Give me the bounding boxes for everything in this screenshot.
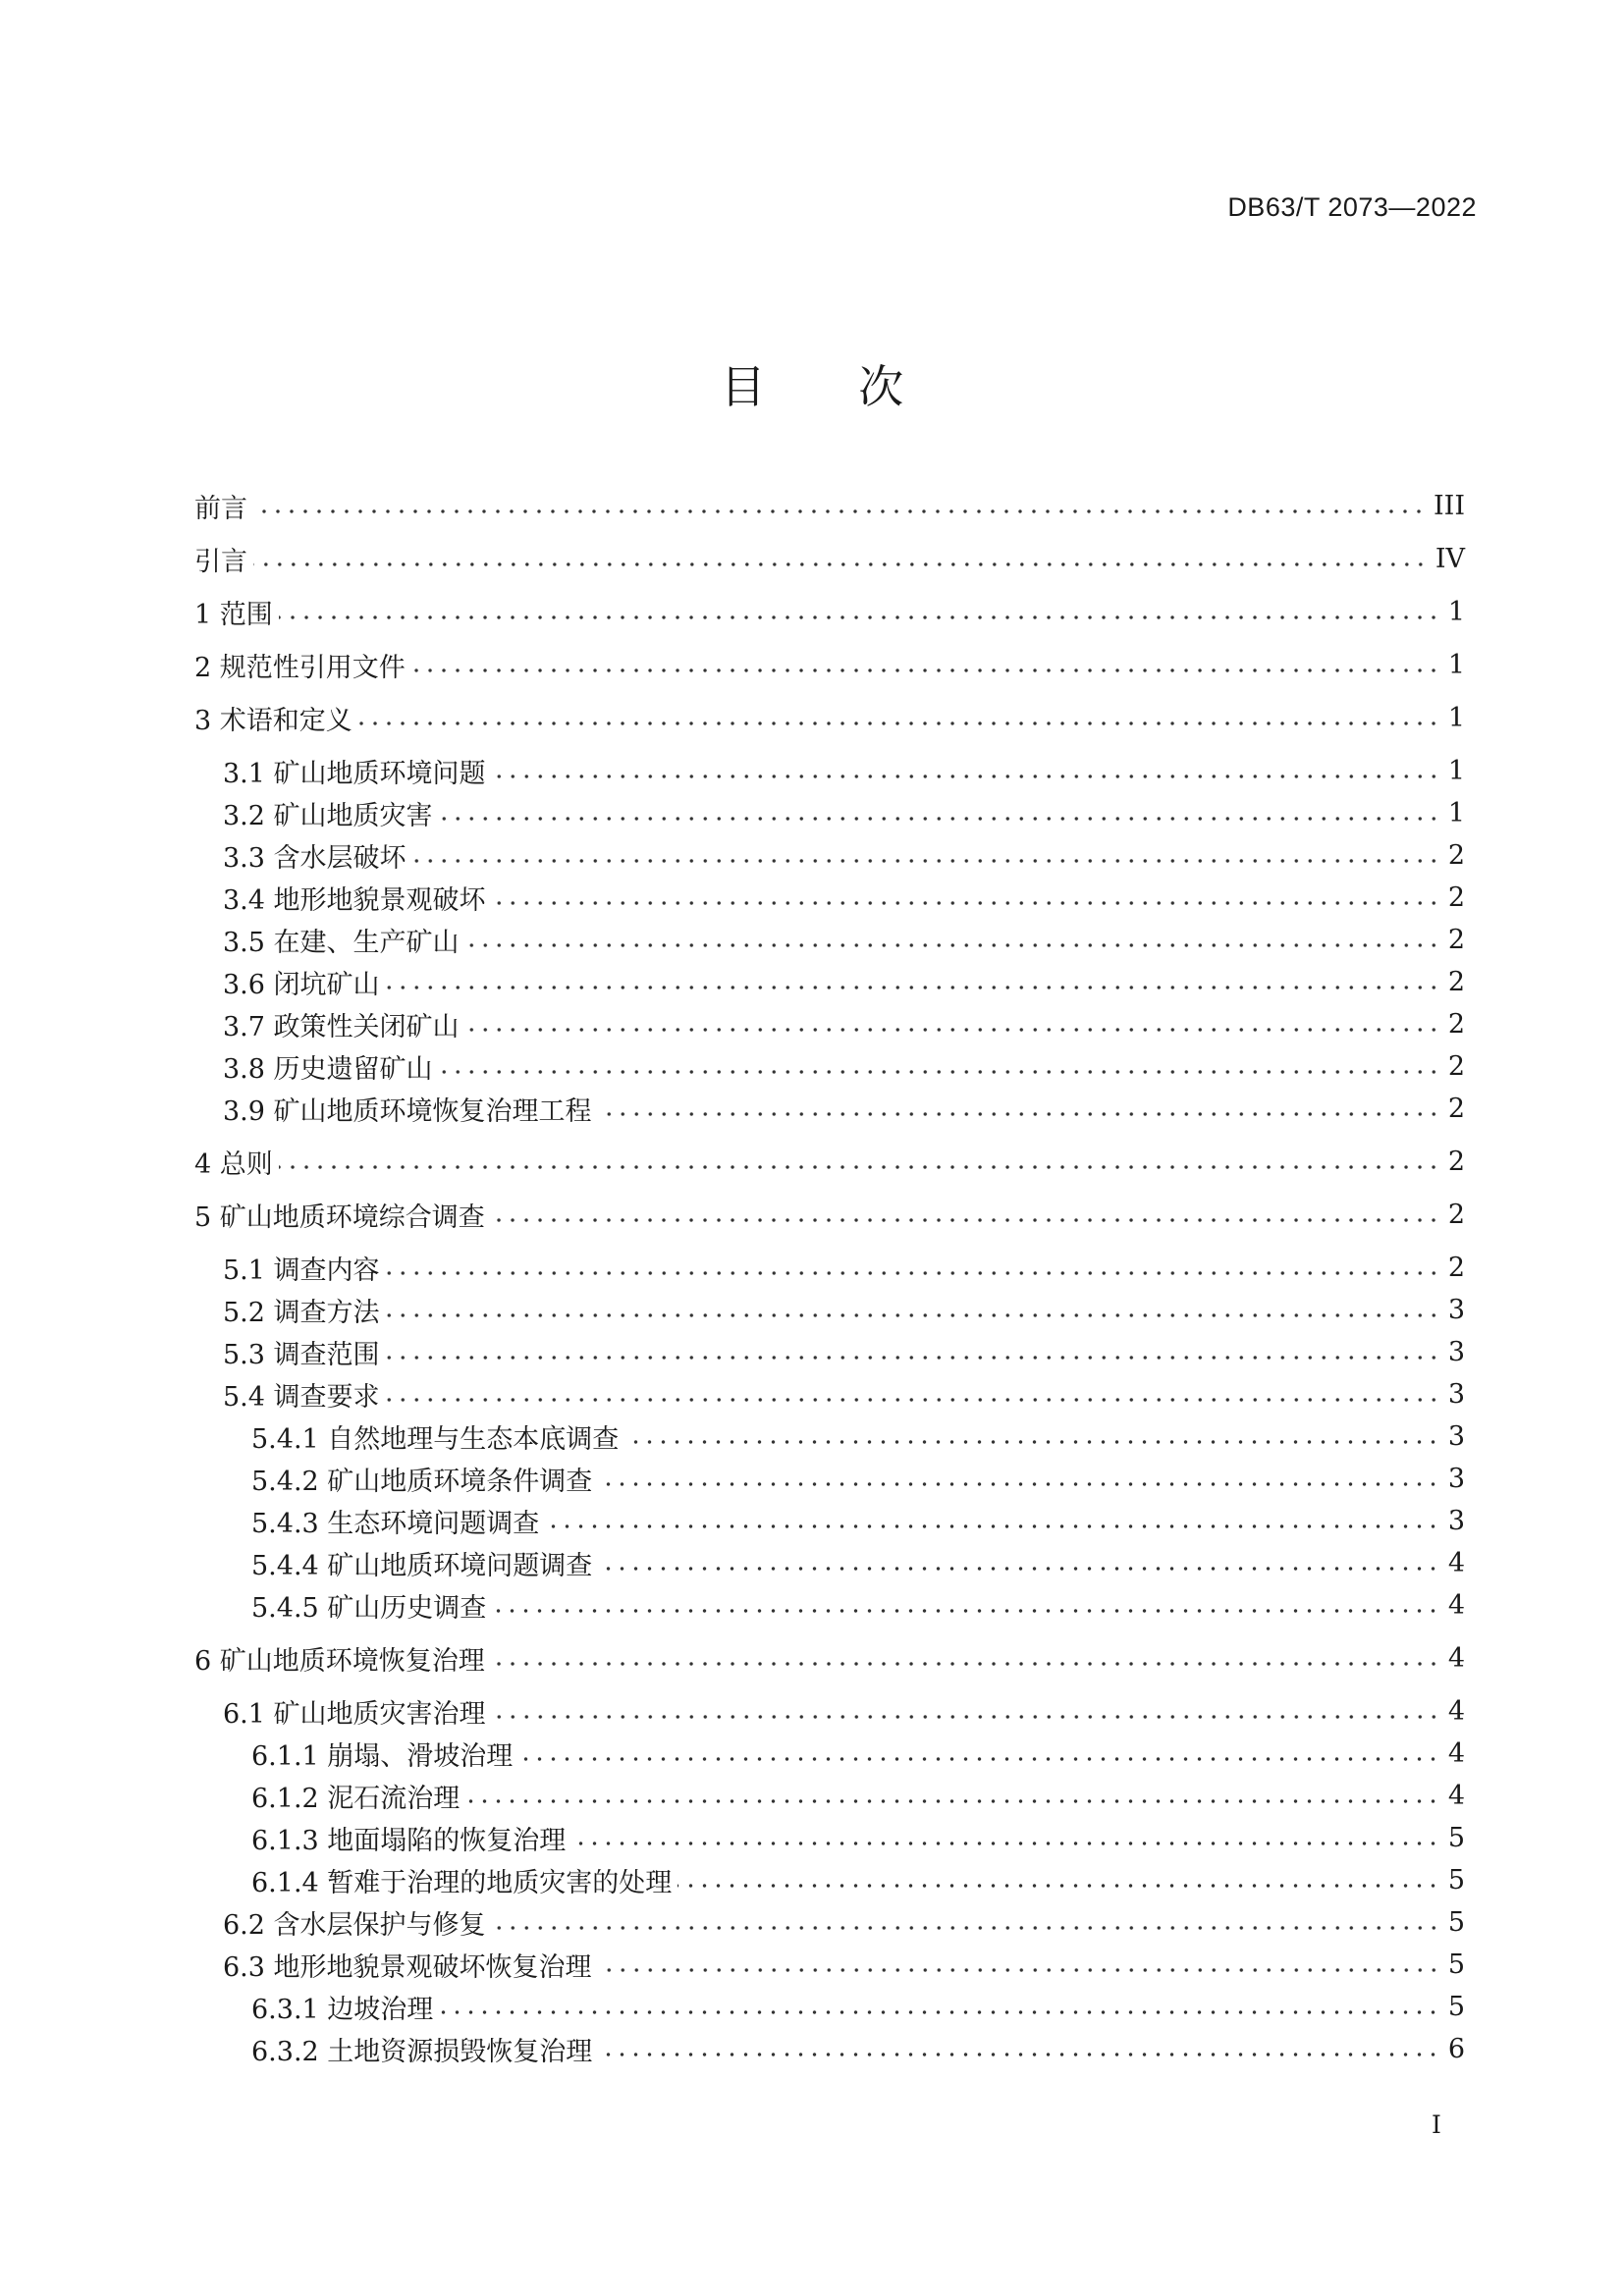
toc-entry-page: 4 [1447, 1737, 1465, 1769]
toc-entry-label: 6.2 含水层保护与修复 [223, 1909, 486, 1941]
toc-entry[interactable] [223, 920, 1465, 959]
toc-leader-dots [598, 1112, 1440, 1116]
toc-entry[interactable] [223, 835, 1465, 875]
toc-entry-label: 3.2 矿山地质灾害 [223, 800, 433, 831]
toc-leader-dots [279, 615, 1440, 619]
toc-leader-dots [386, 1356, 1440, 1360]
toc-leader-dots [411, 668, 1440, 672]
toc-entry-page: 2 [1447, 1252, 1465, 1283]
toc-leader-dots [465, 943, 1440, 947]
toc-entry-page: 5 [1447, 1991, 1465, 2022]
toc-entry-label: 前言 [194, 493, 247, 524]
toc-entry-page: 1 [1447, 755, 1465, 786]
toc-entry-page: 3 [1447, 1378, 1465, 1410]
toc-entry-label: 5 矿山地质环境综合调查 [194, 1201, 485, 1233]
toc-entry-label: 3.5 在建、生产矿山 [223, 927, 460, 958]
toc-leader-dots [598, 2053, 1440, 2056]
toc-entry-label: 5.4.1 自然地理与生态本底调查 [251, 1423, 620, 1455]
toc-entry[interactable] [251, 1459, 1465, 1498]
toc-entry-label: 5.2 调查方法 [223, 1297, 380, 1328]
toc-leader-dots [492, 901, 1440, 905]
toc-leader-dots [386, 1271, 1440, 1275]
toc-entry[interactable] [194, 486, 1465, 525]
toc-entry-page: 2 [1447, 966, 1465, 997]
toc-entry[interactable] [251, 1416, 1465, 1456]
toc-entry-label: 4 总则 [194, 1148, 273, 1180]
toc-entry[interactable] [251, 1776, 1465, 1815]
toc-entry-label: 3.1 矿山地质环境问题 [223, 758, 486, 789]
page-number: I [1432, 2110, 1441, 2139]
document-id: DB63/T 2073—2022 [1227, 192, 1477, 222]
toc-leader-dots [279, 1165, 1440, 1169]
toc-entry-label: 6.3 地形地貌景观破坏恢复治理 [223, 1951, 592, 1983]
toc-entry[interactable] [251, 1734, 1465, 1773]
toc-entry-page: 5 [1447, 1822, 1465, 1853]
toc-entry[interactable] [251, 1543, 1465, 1582]
toc-leader-dots [491, 1662, 1440, 1666]
toc-entry[interactable] [251, 1987, 1465, 2026]
toc-entry-label: 5.3 调查范围 [223, 1339, 380, 1370]
toc-entry-label: 3.9 矿山地质环境恢复治理工程 [223, 1095, 592, 1127]
toc-entry-label: 引言 [194, 546, 247, 577]
toc-entry-label: 5.4.5 矿山历史调查 [251, 1592, 487, 1624]
toc-leader-dots [492, 774, 1440, 778]
toc-entry-label: 3.3 含水层破坏 [223, 842, 406, 874]
toc-entry-label: 6.1.1 崩塌、滑坡治理 [251, 1740, 514, 1772]
toc-entry-label: 5.4.3 生态环境问题调查 [251, 1508, 540, 1539]
toc-entry-label: 3.7 政策性关闭矿山 [223, 1011, 460, 1042]
toc-entry[interactable] [194, 592, 1465, 631]
toc-entry-label: 6 矿山地质环境恢复治理 [194, 1645, 485, 1677]
toc-entry[interactable] [194, 539, 1465, 578]
toc-entry[interactable] [223, 1004, 1465, 1043]
toc-entry[interactable] [194, 1142, 1465, 1181]
toc-entry-page: 4 [1447, 1642, 1465, 1674]
toc-leader-dots [624, 1440, 1440, 1444]
toc-entry-label: 3 术语和定义 [194, 705, 352, 736]
toc-entry-page: 4 [1447, 1695, 1465, 1727]
toc-leader-dots [492, 1926, 1440, 1930]
toc-entry[interactable] [251, 1818, 1465, 1857]
toc-leader-dots [412, 859, 1440, 863]
toc-entry-page: 1 [1447, 702, 1465, 733]
toc-entry[interactable] [251, 1585, 1465, 1625]
toc-entry[interactable] [194, 698, 1465, 737]
page-title: 目 次 [720, 360, 944, 413]
toc-entry-page: 4 [1447, 1780, 1465, 1811]
toc-leader-dots [439, 817, 1440, 821]
toc-entry-page: 5 [1447, 1906, 1465, 1938]
toc-entry-page: 3 [1447, 1463, 1465, 1494]
toc-entry[interactable] [223, 1290, 1465, 1329]
toc-entry-page: 1 [1447, 596, 1465, 627]
toc-leader-dots [386, 986, 1440, 989]
toc-entry-page: 2 [1447, 881, 1465, 913]
toc-entry-page: 2 [1447, 1050, 1465, 1082]
toc-entry[interactable] [223, 1089, 1465, 1128]
toc-entry-label: 3.8 历史遗留矿山 [223, 1053, 433, 1085]
toc-entry-page: 5 [1447, 1864, 1465, 1896]
toc-entry-label: 2 规范性引用文件 [194, 652, 406, 683]
toc-leader-dots [465, 1028, 1440, 1032]
toc-entry-label: 6.3.2 土地资源损毁恢复治理 [251, 2036, 593, 2067]
toc-leader-dots [545, 1524, 1440, 1528]
toc-leader-dots [492, 1609, 1440, 1613]
toc-entry-label: 6.1.2 泥石流治理 [251, 1783, 460, 1814]
toc-entry-label: 6.1 矿山地质灾害治理 [223, 1698, 486, 1730]
toc-entry[interactable] [223, 1374, 1465, 1414]
toc-entry-page: 3 [1447, 1505, 1465, 1536]
toc-entry-page: 3 [1447, 1336, 1465, 1367]
toc-leader-dots [439, 2010, 1440, 2014]
toc-entry-page: 3 [1447, 1294, 1465, 1325]
toc-entry-page: 1 [1447, 649, 1465, 680]
toc-entry-page: 3 [1447, 1420, 1465, 1452]
toc-leader-dots [571, 1842, 1440, 1845]
toc-entry[interactable] [223, 793, 1465, 832]
toc-entry[interactable] [223, 962, 1465, 1001]
toc-leader-dots [598, 1482, 1440, 1486]
toc-leader-dots [518, 1757, 1440, 1761]
toc-entry[interactable] [223, 1945, 1465, 1984]
toc-entry[interactable] [223, 1691, 1465, 1731]
toc-leader-dots [492, 1715, 1440, 1719]
toc-entry[interactable] [251, 2029, 1465, 2068]
toc-entry-label: 6.1.3 地面塌陷的恢复治理 [251, 1825, 567, 1856]
toc-entry-page: 4 [1447, 1547, 1465, 1578]
toc-entry-label: 5.4 调查要求 [223, 1381, 380, 1413]
toc-entry-page: 2 [1447, 1199, 1465, 1230]
toc-entry-page: 2 [1447, 1093, 1465, 1124]
toc-leader-dots [491, 1218, 1440, 1222]
toc-leader-dots [253, 509, 1426, 513]
toc-entry[interactable] [251, 1860, 1465, 1899]
toc-entry[interactable] [223, 1902, 1465, 1942]
toc-leader-dots [677, 1884, 1440, 1888]
toc-entry[interactable] [223, 1046, 1465, 1086]
toc-entry-page: 2 [1447, 924, 1465, 955]
toc-entry[interactable] [223, 751, 1465, 790]
toc-entry-page: 1 [1447, 797, 1465, 828]
toc-leader-dots [386, 1313, 1440, 1317]
toc-entry[interactable] [223, 878, 1465, 917]
toc-leader-dots [465, 1799, 1440, 1803]
toc-entry-page: 2 [1447, 1008, 1465, 1040]
toc-leader-dots [358, 721, 1440, 725]
toc-entry-page: IV [1435, 543, 1465, 574]
toc-entry-label: 5.1 调查内容 [223, 1255, 380, 1286]
toc-entry-page: 6 [1447, 2033, 1465, 2064]
toc-entry[interactable] [194, 1195, 1465, 1234]
toc-entry-label: 5.4.4 矿山地质环境问题调查 [251, 1550, 593, 1581]
toc-entry-label: 6.1.4 暂难于治理的地质灾害的处理 [251, 1867, 673, 1898]
toc-leader-dots [253, 562, 1428, 566]
toc-entry[interactable] [223, 1248, 1465, 1287]
toc-leader-dots [598, 1567, 1440, 1571]
toc-entry-page: 2 [1447, 1146, 1465, 1177]
toc-entry-page: 5 [1447, 1949, 1465, 1980]
toc-entry-label: 3.6 闭坑矿山 [223, 969, 380, 1000]
toc-leader-dots [439, 1070, 1440, 1074]
toc-entry[interactable] [194, 645, 1465, 684]
toc-entry-label: 1 范围 [194, 599, 273, 630]
toc-entry-page: 4 [1447, 1589, 1465, 1621]
toc-entry-page: 2 [1447, 839, 1465, 871]
toc-leader-dots [386, 1398, 1440, 1402]
toc-leader-dots [598, 1968, 1440, 1972]
toc-entry-page: III [1434, 490, 1465, 521]
toc-entry[interactable] [223, 1332, 1465, 1371]
toc-entry[interactable] [194, 1638, 1465, 1678]
toc-entry[interactable] [251, 1501, 1465, 1540]
toc-entry-label: 5.4.2 矿山地质环境条件调查 [251, 1466, 593, 1497]
toc-entry-label: 6.3.1 边坡治理 [251, 1994, 434, 2025]
toc-entry-label: 3.4 地形地貌景观破坏 [223, 884, 486, 916]
